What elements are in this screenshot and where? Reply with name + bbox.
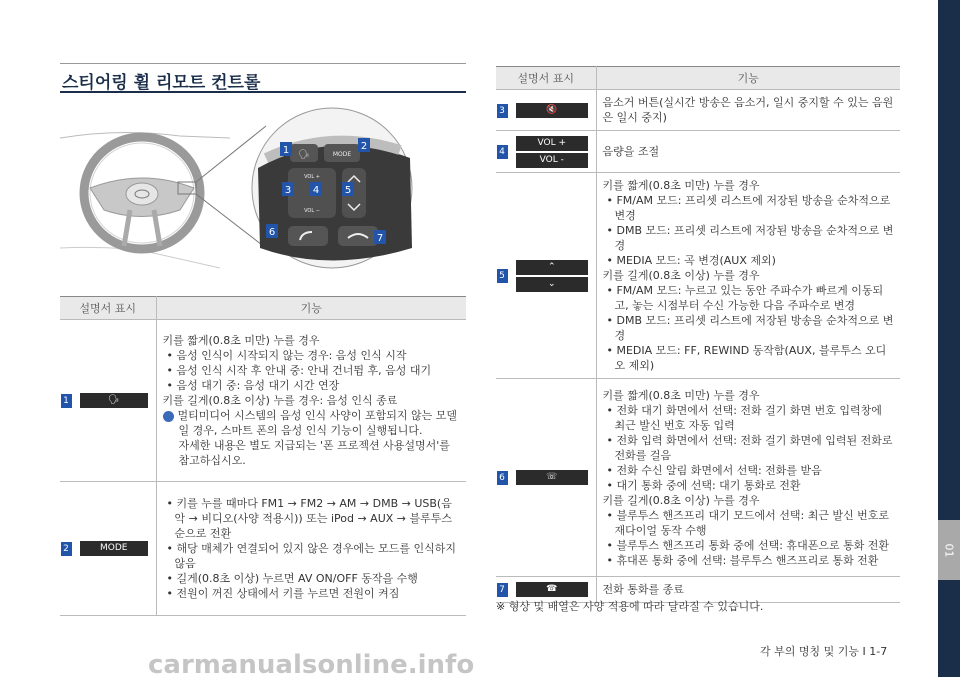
desc-line: • DMB 모드: 프리셋 리스트에 저장된 방송을 순차적으로 변경	[606, 224, 894, 252]
desc-line: • 전원이 꺼진 상태에서 키를 누르면 전원이 켜짐	[166, 587, 400, 600]
info-note: i 멀티미디어 시스템의 음성 인식 사양이 포함되지 않는 모델일 경우, 스마트 폰의 음성 인식 기능이 실행됩니다.	[158, 409, 457, 437]
desc-line: 음량을 조절	[602, 145, 660, 158]
seek-down-icon: ⌄	[516, 277, 588, 292]
call-icon: ☏	[516, 470, 588, 485]
header-function: 기능	[156, 297, 466, 320]
table-header-row	[60, 297, 466, 320]
desc-line: • 음성 대기 중: 음성 대기 시간 연장	[166, 379, 340, 392]
row-number: 1	[61, 394, 72, 408]
desc-line: 전화 통화를 종료	[602, 583, 684, 596]
row-number: 2	[61, 542, 72, 556]
header-symbol: 설명서 표시	[496, 67, 596, 90]
watermark: carmanualsonline.info	[148, 650, 475, 677]
desc-line: • 블루투스 핸즈프리 통화 중에 선택: 휴대폰으로 통화 전환	[606, 538, 890, 552]
chapter-number: 01	[938, 520, 960, 580]
desc-line: • MEDIA 모드: FF, REWIND 동작함(AUX, 블루투스 오디오 제외)	[606, 344, 887, 372]
end-call-icon: ☎	[516, 582, 588, 597]
info-note-detail: 자세한 내용은 별도 지급되는 '폰 프로젝션 사용설명서'를 참고하십시오.	[178, 439, 450, 467]
table-row	[496, 173, 900, 379]
row-number: 5	[497, 269, 508, 283]
vol-plus-label: VOL +	[304, 174, 320, 180]
steering-wheel-illustration	[60, 98, 466, 274]
desc-line: • 해당 매체가 연결되어 있지 않은 경우에는 모드를 인식하지 않음	[166, 542, 456, 570]
desc-line: • DMB 모드: 프리셋 리스트에 저장된 방송을 순차적으로 변경	[606, 314, 894, 342]
callout-5: 5	[344, 185, 352, 196]
info-icon: i	[163, 411, 174, 422]
desc-line: • 음성 인식 시작 후 안내 중: 안내 건너뜀 후, 음성 대기	[166, 364, 432, 377]
callout-3: 3	[284, 185, 292, 196]
row-number: 7	[497, 583, 508, 597]
seek-up-icon: ⌃	[516, 260, 588, 275]
desc-line: 키를 짧게(0.8초 미만) 누를 경우	[602, 388, 760, 402]
desc-line: • FM/AM 모드: 프리셋 리스트에 저장된 방송을 순차적으로 변경	[606, 194, 891, 222]
table-row	[60, 320, 466, 482]
table-header-row	[496, 67, 900, 90]
section-header	[60, 63, 466, 93]
voice-recognition-icon: 🗣	[80, 393, 148, 408]
mode-label: MODE	[332, 151, 352, 158]
table-row	[496, 90, 900, 131]
header-function: 기능	[596, 67, 900, 90]
callout-6: 6	[268, 227, 276, 238]
chapter-side-tab	[938, 0, 960, 677]
call-button-shape	[288, 226, 328, 246]
row-number: 3	[497, 104, 508, 118]
desc-line: • 전화 대기 화면에서 선택: 전화 걸기 화면 번호 입력창에 최근 발신 번호 자동 입력	[606, 403, 882, 432]
desc-line: • FM/AM 모드: 누르고 있는 동안 주파수가 빠르게 이동되고, 놓는 시점부터 수신 가능한 다음 주파수로 변경	[606, 284, 884, 312]
vol-plus-button: VOL +	[516, 136, 588, 151]
page-footer: 각 부의 명칭 및 기능 I 1-7	[760, 645, 888, 658]
callout-7: 7	[376, 233, 384, 244]
footnote: ※ 형상 및 배열은 사양 적용에 따라 달라질 수 있습니다.	[496, 600, 764, 613]
mute-icon: 🔇	[516, 103, 588, 118]
desc-line: • 전화 입력 화면에서 선택: 전화 걸기 화면에 입력된 전화로 전화를 걸음	[606, 433, 893, 462]
desc-line: 키를 길게(0.8초 이상) 누를 경우	[602, 269, 760, 282]
callout-2: 2	[360, 141, 368, 152]
desc-line: 키를 짧게(0.8초 미만) 누를 경우	[602, 179, 760, 192]
vol-minus-button: VOL -	[516, 153, 588, 168]
callout-1: 1	[282, 145, 290, 156]
svg-text:🗣: 🗣	[298, 150, 310, 160]
mode-button-icon: MODE	[80, 541, 148, 556]
desc-line: 키를 길게(0.8초 이상) 누를 경우	[602, 493, 760, 507]
right-function-table	[496, 66, 900, 603]
table-row	[496, 131, 900, 173]
desc-line: • 휴대폰 통화 중에 선택: 블루투스 핸즈프리로 통화 전환	[606, 553, 879, 567]
table-row	[60, 482, 466, 616]
left-function-table	[60, 296, 466, 616]
desc-line: • 키를 누를 때마다 FM1 → FM2 → AM → DMB → USB(음악 → 비디오(사양 적용시)) 또는 iPod → AUX → 블루투스 순으로 전환	[166, 497, 453, 540]
desc-line: • 대기 통화 중에 선택: 대기 통화로 전환	[606, 478, 801, 492]
desc-line: • 길게(0.8초 이상) 누르면 AV ON/OFF 동작을 수행	[166, 572, 418, 585]
steering-wheel-diagram	[60, 98, 466, 274]
end-call-button-shape	[338, 226, 378, 246]
row-number: 6	[497, 471, 508, 485]
desc-line: • 블루투스 핸즈프리 대기 모드에서 선택: 최근 발신 번호로 재다이얼 동작 수행	[606, 508, 890, 537]
vol-minus-label: VOL −	[304, 208, 320, 214]
desc-line: • 전화 수신 알림 화면에서 선택: 전화를 받음	[606, 463, 822, 477]
desc-line: 키를 길게(0.8초 이상) 누를 경우: 음성 인식 종료	[162, 394, 398, 407]
section-title: 스티어링 휠 리모트 컨트롤	[62, 73, 261, 93]
row-number: 4	[497, 145, 508, 159]
callout-4: 4	[312, 185, 320, 196]
desc-line: 음소거 버튼(실시간 방송은 음소거, 일시 중지할 수 있는 음원은 일시 중지)	[602, 96, 894, 124]
table-row	[496, 379, 900, 577]
desc-line: • 음성 인식이 시작되지 않는 경우: 음성 인식 시작	[166, 349, 407, 362]
header-symbol: 설명서 표시	[60, 297, 156, 320]
desc-line: 키를 짧게(0.8초 미만) 누를 경우	[162, 334, 320, 347]
desc-line: • MEDIA 모드: 곡 변경(AUX 제외)	[606, 254, 776, 267]
